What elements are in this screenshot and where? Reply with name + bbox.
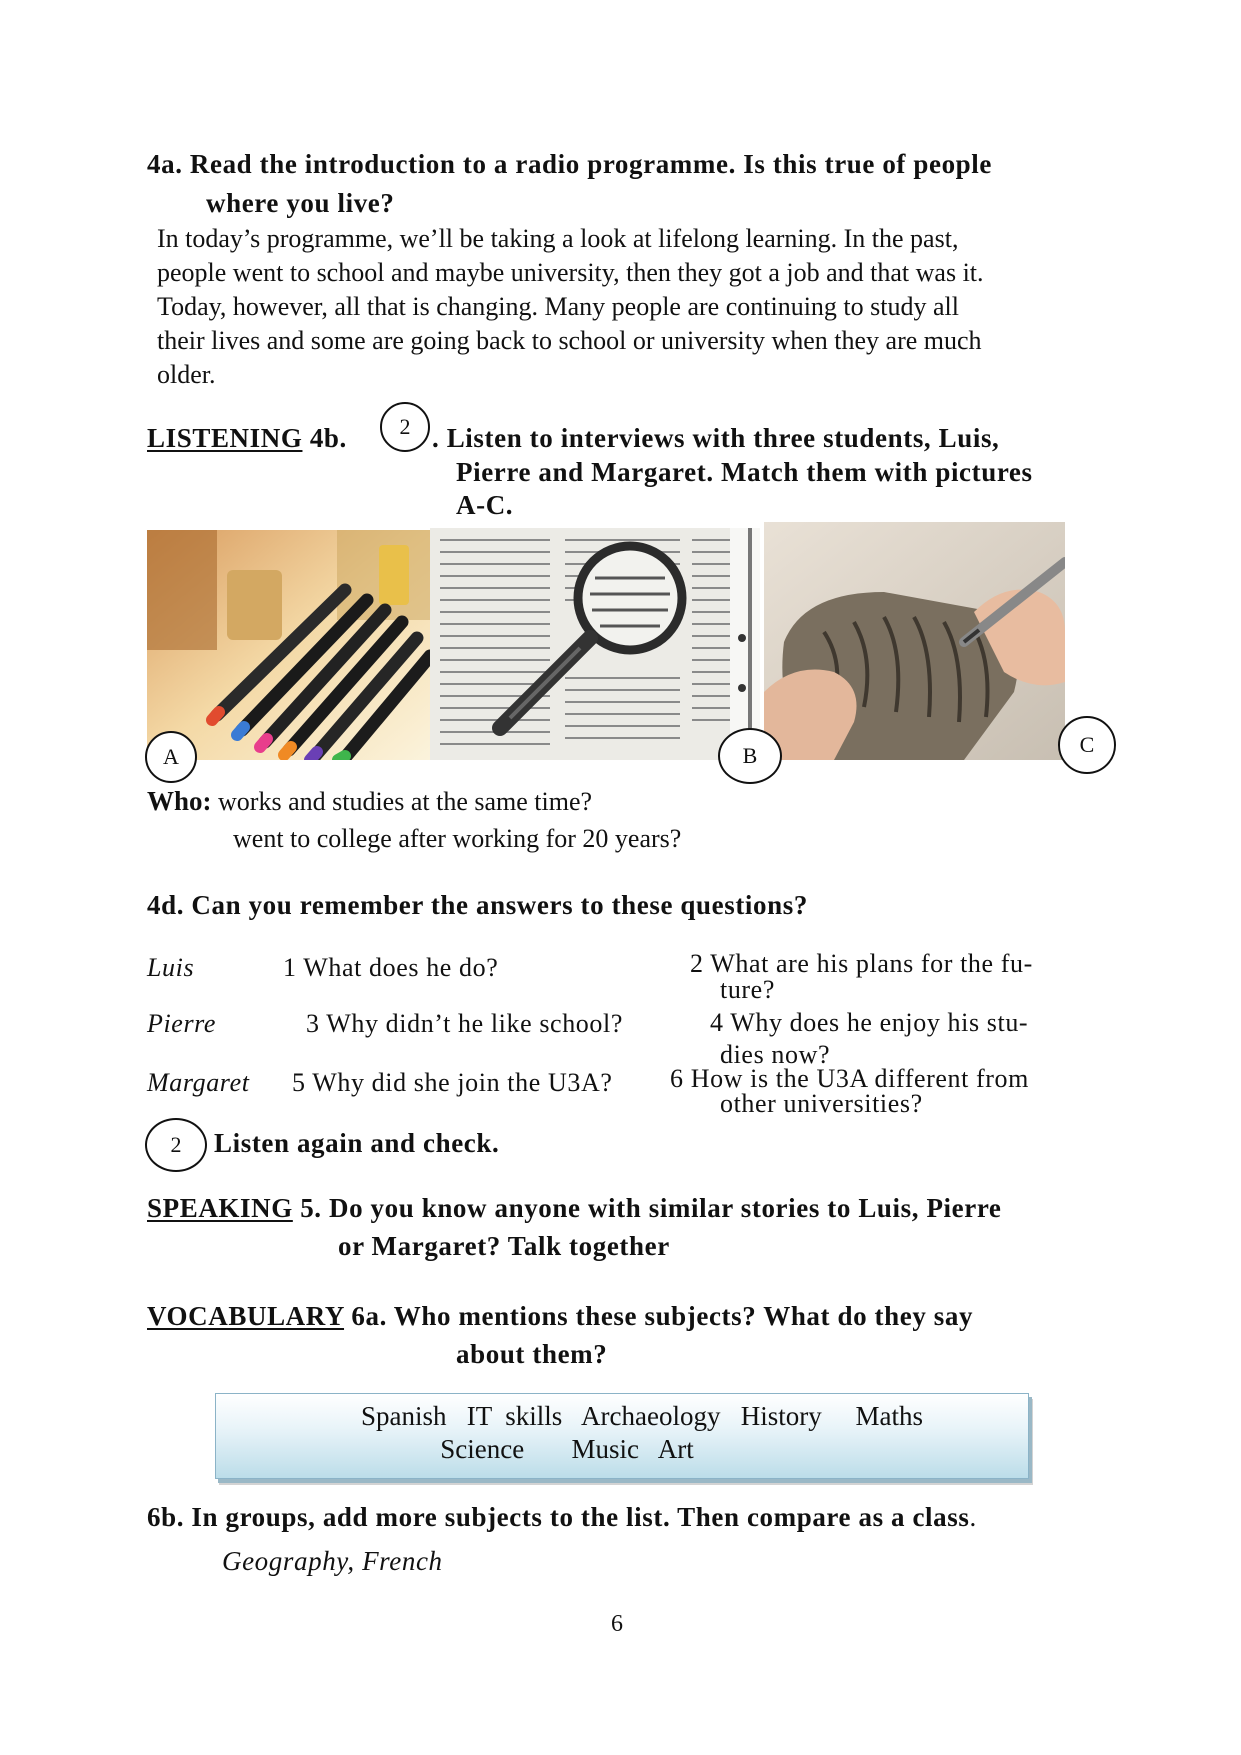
question-text: 2 What are his plans for the fu-: [690, 949, 1033, 978]
heading-line: 6b. In groups, add more subjects to the list. Then compare as a class: [147, 1502, 970, 1532]
subject-word: Archaeology: [581, 1401, 721, 1431]
question-5: [292, 1066, 612, 1100]
exercise-6b-heading: [147, 1498, 977, 1536]
question-text: 4 Why does he enjoy his stu-: [710, 1008, 1029, 1037]
picture-c-fossil: [764, 522, 1065, 760]
label-text: C: [1079, 732, 1095, 757]
listening-instruction-cont: [456, 453, 1033, 524]
who-question-2: [233, 822, 681, 856]
heading-line: 4d. Can you remember the answers to these questions?: [147, 890, 808, 920]
who-label: Who:: [147, 786, 212, 816]
subjects-row: [106, 1433, 1028, 1466]
question-text: 6 How is the U3A different from: [670, 1064, 1029, 1093]
example-subjects: [222, 1544, 443, 1578]
question-2: [690, 951, 1033, 1003]
track-number: 2: [170, 1132, 182, 1157]
instruction-line: or Margaret? Talk together: [338, 1231, 670, 1261]
section-label-listening: LISTENING: [147, 423, 303, 453]
heading-line: 4a. Read the introduction to a radio programme. Is this true of people: [147, 149, 992, 179]
student-name: Pierre: [147, 1009, 217, 1038]
exercise-4a-heading: [147, 145, 992, 183]
row-pierre: [147, 1007, 216, 1041]
speaking-heading-cont: [338, 1227, 670, 1265]
paragraph-line: people went to school and maybe university, then they got a job and that was it.: [157, 258, 984, 287]
subject-word: Art: [657, 1434, 694, 1464]
question-text: 3 Why didn’t he like school?: [306, 1009, 623, 1038]
audio-track-icon: [145, 1118, 207, 1172]
picture-label-b: [718, 728, 782, 784]
listening-instruction: [432, 419, 999, 457]
instruction-line: 6a. Who mentions these subjects? What do they say: [351, 1301, 974, 1331]
question-text: other universities?: [720, 1089, 923, 1118]
instruction-line: Listen again and check.: [214, 1128, 500, 1158]
picture-label-c: [1058, 716, 1116, 774]
question-text: ture?: [720, 975, 775, 1004]
listen-again-instruction: [214, 1124, 499, 1162]
page-number-text: 6: [611, 1611, 623, 1637]
label-text: B: [742, 743, 758, 768]
subjects-box: [215, 1393, 1029, 1479]
picture-label-a: [145, 731, 197, 783]
question-text: 1 What does he do?: [283, 953, 499, 982]
intro-paragraph: [157, 222, 1087, 392]
label-text: A: [163, 744, 179, 769]
question-1: [283, 951, 498, 985]
exercise-4d-heading: [147, 886, 808, 924]
subject-word: History: [740, 1401, 822, 1431]
who-question-1: [147, 784, 592, 819]
section-label-vocabulary: VOCABULARY: [147, 1301, 345, 1331]
who-question-text: works and studies at the same time?: [218, 787, 593, 816]
student-name: Margaret: [147, 1068, 250, 1097]
audio-track-icon: [380, 402, 430, 452]
paragraph-line: their lives and some are going back to school or university when they are much: [157, 326, 982, 355]
subject-word: Music: [571, 1434, 639, 1464]
question-text: 5 Why did she join the U3A?: [292, 1068, 613, 1097]
heading-line: where you live?: [206, 188, 395, 218]
instruction-line: . Listen to interviews with three students, Luis,: [432, 423, 1000, 453]
question-3: [306, 1007, 623, 1041]
subject-word: Maths: [855, 1401, 923, 1431]
row-margaret: [147, 1066, 250, 1100]
exercise-number: 4b.: [309, 423, 347, 453]
who-question-text: went to college after working for 20 years?: [233, 824, 682, 853]
exercise-4a-heading-cont: [206, 184, 394, 222]
example-text: Geography, French: [222, 1546, 443, 1576]
speaking-heading: [147, 1189, 1002, 1227]
subject-word: IT skills: [466, 1401, 563, 1431]
row-luis: [147, 951, 194, 985]
subject-word: Science: [440, 1434, 525, 1464]
instruction-line: Pierre and Margaret. Match them with pictures: [456, 457, 1033, 487]
section-label-speaking: SPEAKING: [147, 1193, 293, 1223]
paragraph-line: older.: [157, 360, 216, 389]
question-4: [710, 1007, 1028, 1071]
subject-word: Spanish: [361, 1401, 447, 1431]
vocabulary-heading: [147, 1297, 973, 1335]
track-number: 2: [399, 414, 411, 439]
student-name: Luis: [147, 953, 195, 982]
paragraph-line: In today’s programme, we’ll be taking a look at lifelong learning. In the past,: [157, 224, 959, 253]
instruction-line: 5. Do you know anyone with similar stories to Luis, Pierre: [300, 1193, 1002, 1223]
subjects-row: [216, 1400, 1028, 1433]
picture-b-magnifying-glass: [430, 528, 760, 760]
vocabulary-heading-cont: [456, 1335, 607, 1373]
picture-a-art-pencils: [147, 530, 430, 760]
question-6: [670, 1066, 1029, 1116]
page-number: [611, 1611, 623, 1638]
instruction-line: A-C.: [456, 490, 514, 520]
heading-end: .: [969, 1502, 977, 1532]
instruction-line: about them?: [456, 1339, 608, 1369]
paragraph-line: Today, however, all that is changing. Many people are continuing to study all: [157, 292, 959, 321]
listening-heading: [147, 419, 347, 457]
question-text: dies now?: [720, 1040, 831, 1069]
